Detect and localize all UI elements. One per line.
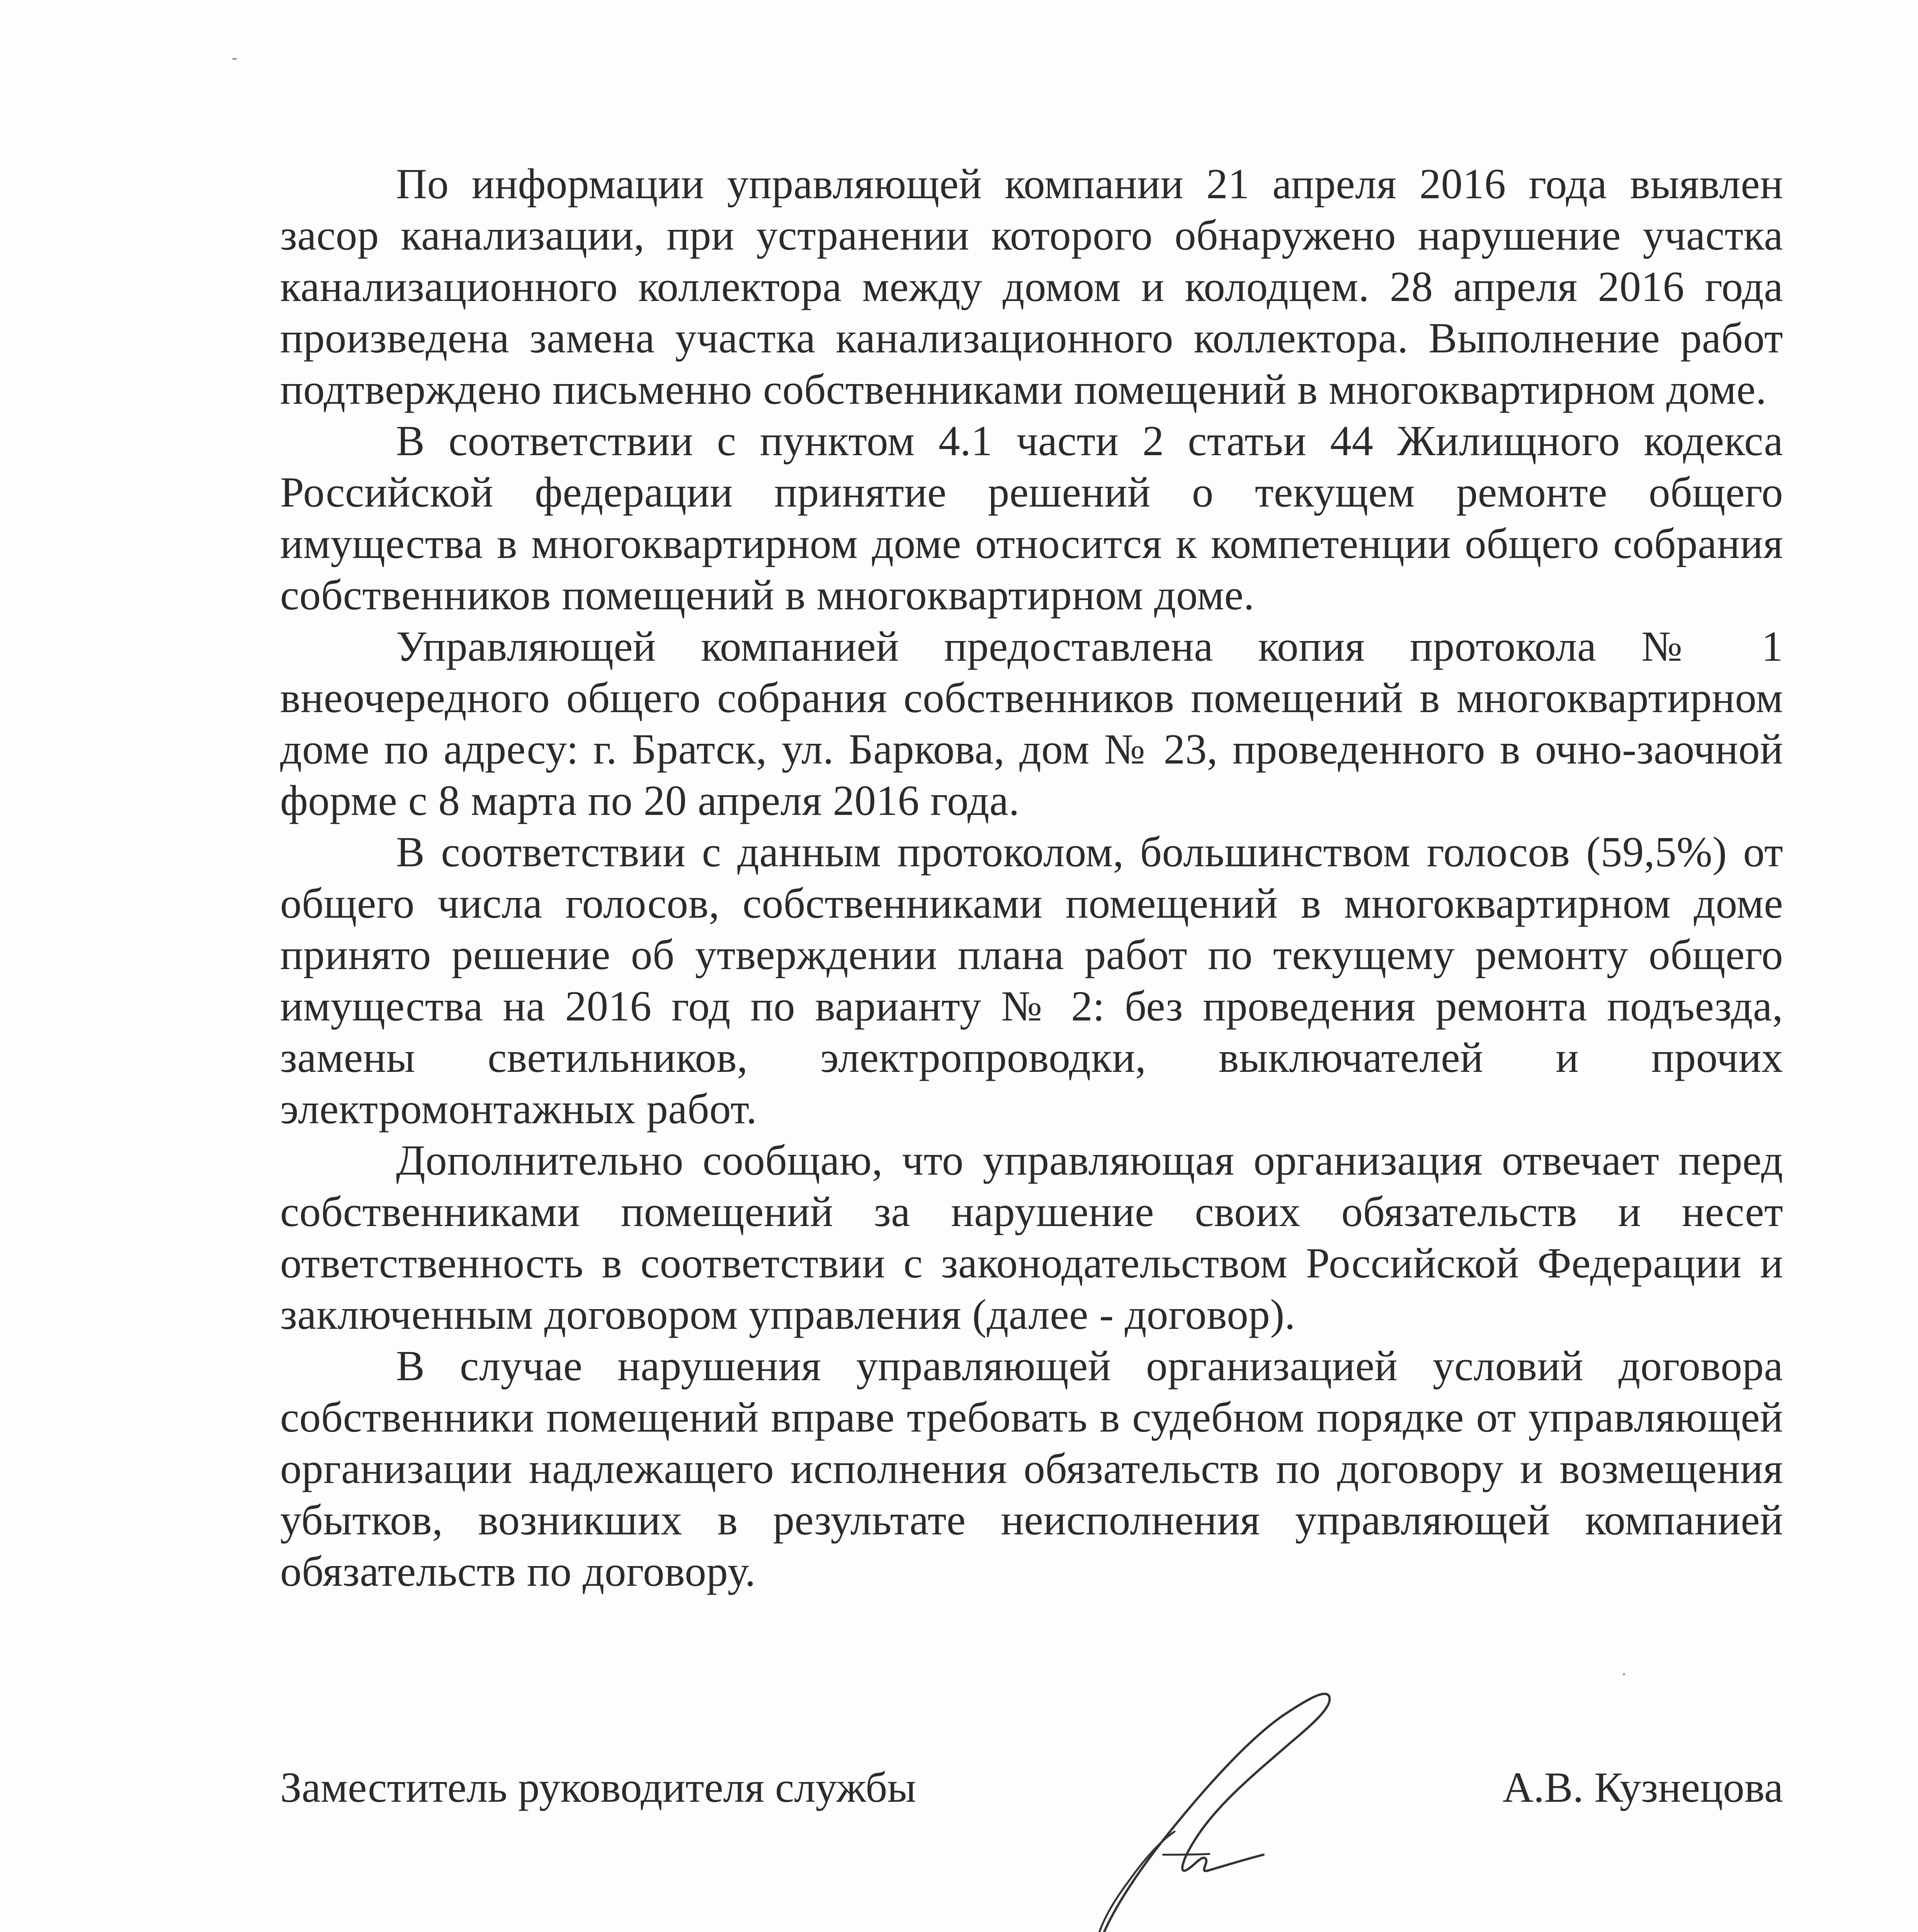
handwritten-signature bbox=[1082, 1673, 1391, 1932]
scan-speck bbox=[1623, 1673, 1625, 1675]
paragraph: В соответствии с данным протоколом, большинством голосов (59,5%) от общего числа голосов, собственниками помещений в многоквартирном доме принято решение об утверждении плана работ по текущему ремонту общего имущества на 2016 год по варианту № 2: без проведения ремонта подъезда, замены светильников, электропроводки, выключателей и прочих электромонтажных работ. bbox=[280, 828, 1783, 1133]
paragraph: В случае нарушения управляющей организацией условий договора собственники помещений вправе требовать в судебном порядке от управляющей организации надлежащего исполнения обязательств по договору и возмещения убытков, возникших в результате неисполнения управляющей компанией обязательств по договору. bbox=[280, 1342, 1783, 1595]
paragraph: Управляющей компанией предоставлена копия протокола № 1 внеочередного общего собрания собственников помещений в многоквартирном доме по адресу: г. Братск, ул. Баркова, дом № 23, проведенного в очно-заочной форме с 8 марта по 20 апреля 2016 года. bbox=[280, 623, 1783, 825]
scan-speck bbox=[232, 58, 237, 60]
signature-block bbox=[280, 1762, 1783, 1816]
signatory-name: А.В. Кузнецова bbox=[1502, 1764, 1783, 1811]
paragraph: По информации управляющей компании 21 апреля 2016 года выявлен засор канализации, при устранении которого обнаружено нарушение участка канализационного коллектора между домом и колодцем. 28 апреля 2016 года произведена замена участка канализационного коллектора. Выполнение работ подтверждено письменно собственниками помещений в многоквартирном доме. bbox=[280, 160, 1783, 413]
paragraph: Дополнительно сообщаю, что управляющая организация отвечает перед собственниками помещений за нарушение своих обязательств и несет ответственность в соответствии с законодательством Российской Федерации и заключенным договором управления (далее - договор). bbox=[280, 1137, 1783, 1338]
paragraph: В соответствии с пунктом 4.1 части 2 статьи 44 Жилищного кодекса Российской федерации принятие решений о текущем ремонте общего имущества в многоквартирном доме относится к компетенции общего собрания собственников помещений в многоквартирном доме. bbox=[280, 417, 1783, 619]
signatory-position: Заместитель руководителя службы bbox=[280, 1764, 916, 1811]
letter-body bbox=[280, 158, 1783, 1597]
